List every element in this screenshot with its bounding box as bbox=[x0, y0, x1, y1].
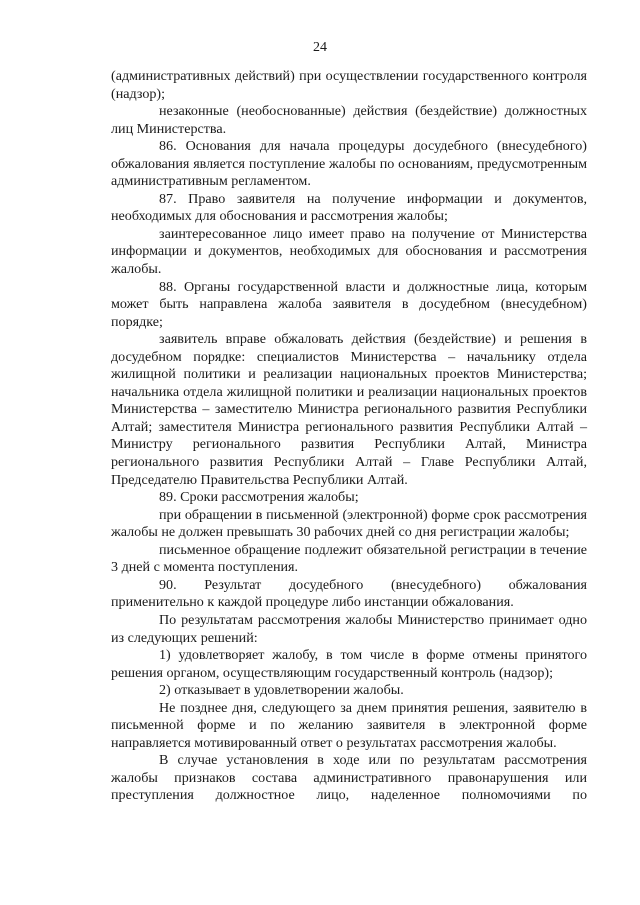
paragraph: Не позднее дня, следующего за днем принятия решения, заявителю в письменной форме и по желанию заявителя в электронной форме направляется мотивированный ответ о результатах рассмотрения жалобы. bbox=[111, 699, 587, 751]
paragraph: 2) отказывает в удовлетворении жалобы. bbox=[159, 682, 404, 699]
paragraph: 89. Сроки рассмотрения жалобы; bbox=[159, 489, 359, 506]
paragraph: В случае установления в ходе или по результатам рассмотрения жалобы признаков состава административного правонарушения или преступления должностное лицо, наделенное полномочиями по bbox=[111, 752, 587, 804]
paragraph: при обращении в письменной (электронной) форме срок рассмотрения жалобы не должен превышать 30 рабочих дней со дня регистрации жалобы; bbox=[111, 506, 587, 541]
paragraph: По результатам рассмотрения жалобы Министерство принимает одно из следующих решений: bbox=[111, 611, 587, 646]
paragraph: (административных действий) при осуществлении государственного контроля (надзор); bbox=[111, 68, 587, 102]
paragraph: письменное обращение подлежит обязательной регистрации в течение 3 дней с момента поступления. bbox=[111, 541, 587, 576]
paragraph: 1) удовлетворяет жалобу, в том числе в форме отмены принятого решения органом, осуществляющим государственный контроль (надзор); bbox=[111, 647, 587, 681]
paragraph: 87. Право заявителя на получение информации и документов, необходимых для обоснования и рассмотрения жалобы; bbox=[111, 190, 587, 225]
paragraph: незаконные (необоснованные) действия (бездействие) должностных лиц Министерства. bbox=[111, 103, 587, 137]
paragraph: 88. Органы государственной власти и должностные лица, которым может быть направлена жалоба заявителя в досудебном (внесудебном) порядке; bbox=[111, 278, 587, 330]
document-body bbox=[111, 68, 587, 805]
paragraph: заявитель вправе обжаловать действия (бездействие) и решения в досудебном порядке: специалистов Министерства – начальнику отдела жилищной политики и реализации национальных проектов Министерства; начальника отдела жилищной политики и реализации национальных проектов Министерства – заместителю Министра регионального развития Республики Алтай; заместителя Министра регионального развития Республики Алтай – Министру регионального развития Республики Алтай, Министра регионального развития Республики Алтай – Главе Республики Алтай, Председателю Правительства Республики Алтай. bbox=[111, 331, 587, 488]
paragraph: 90. Результат досудебного (внесудебного) обжалования применительно к каждой процедуре либо инстанции обжалования. bbox=[111, 576, 587, 611]
page-number: 24 bbox=[313, 40, 327, 55]
paragraph: заинтересованное лицо имеет право на получение от Министерства информации и документов, необходимых для обоснования и рассмотрения жалобы. bbox=[111, 225, 587, 278]
paragraph: 86. Основания для начала процедуры досудебного (внесудебного) обжалования является поступление жалобы по основаниям, предусмотренным административным регламентом. bbox=[111, 138, 587, 190]
